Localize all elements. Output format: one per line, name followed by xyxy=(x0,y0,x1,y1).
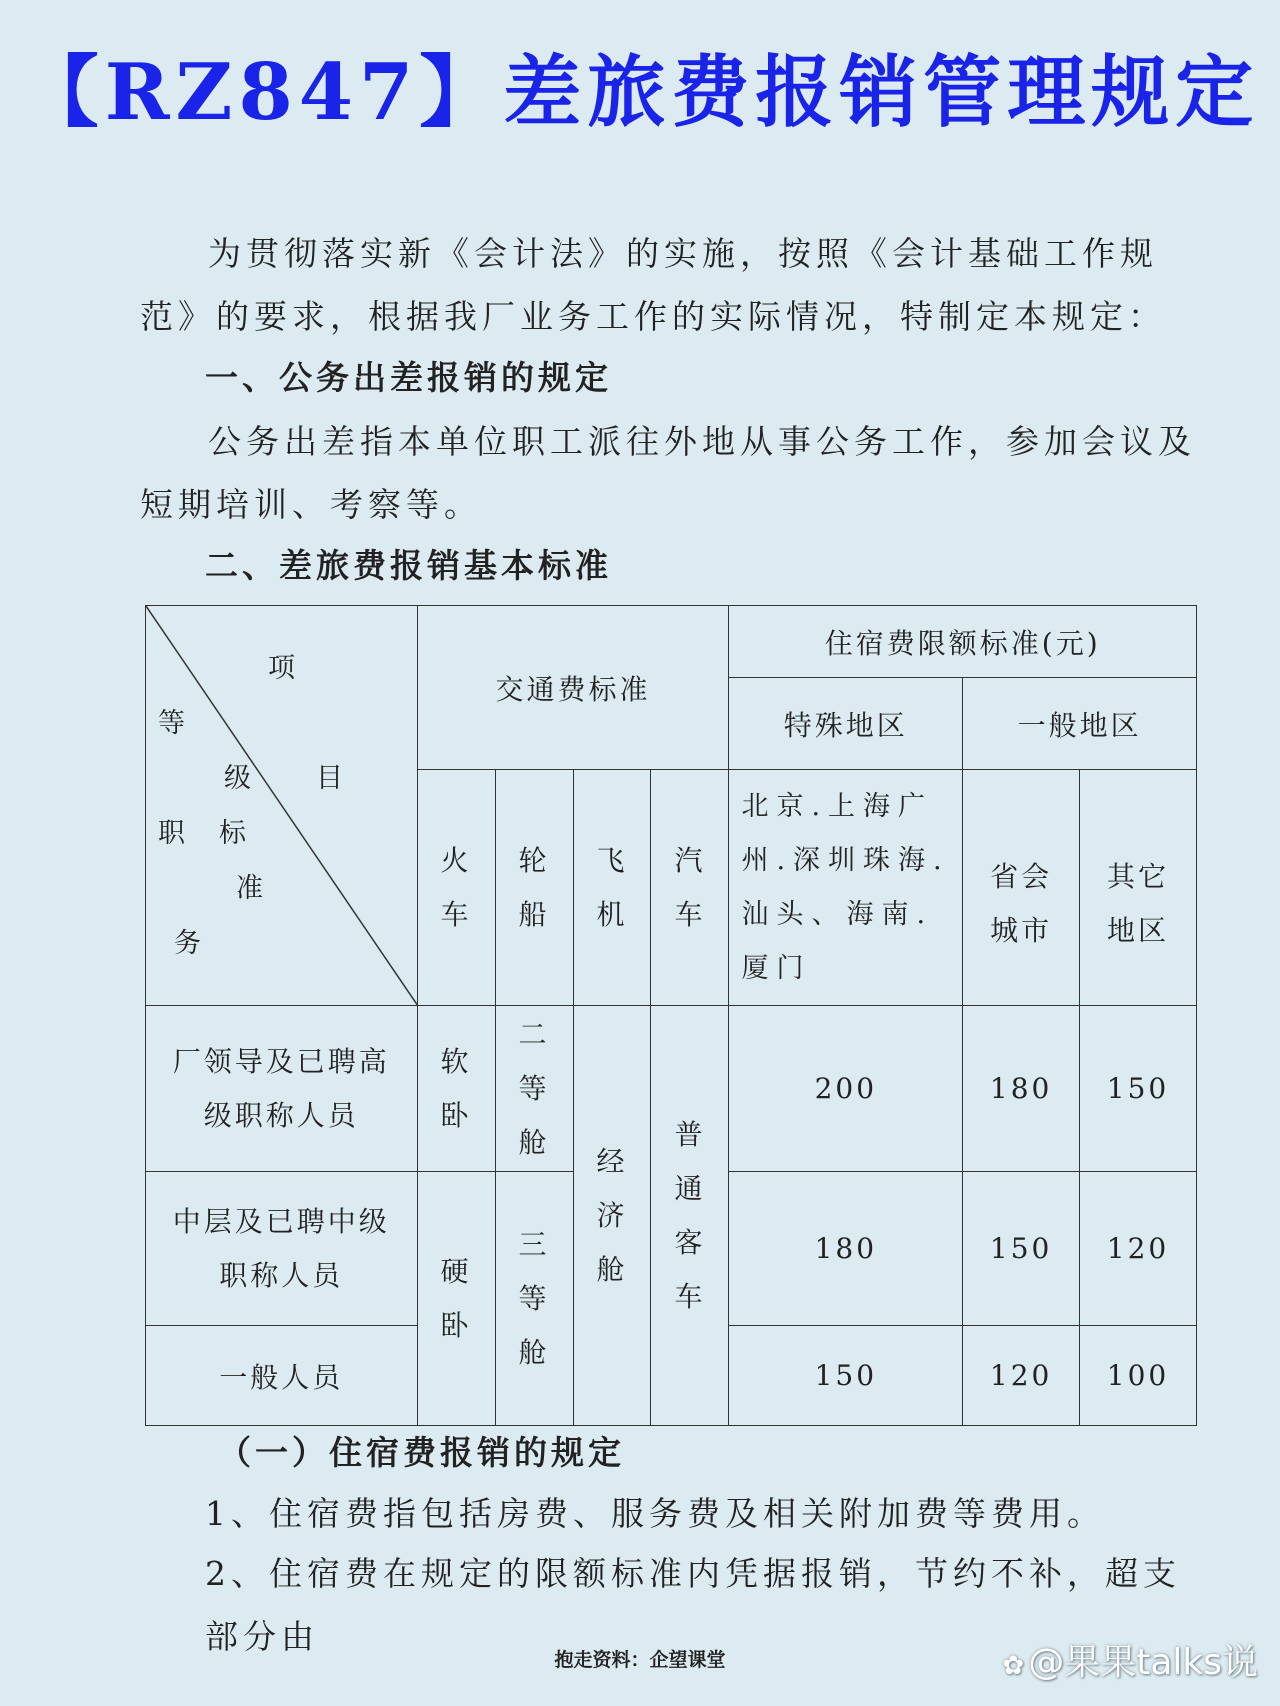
col-plane: 飞机 xyxy=(573,770,651,1006)
special-area-header: 特殊地区 xyxy=(729,678,963,770)
lodging-item-1: 1、住宿费指包括房费、服务费及相关附加费等费用。 xyxy=(205,1494,1105,1533)
transport-header: 交通费标准 xyxy=(417,606,729,770)
lodging-item-2: 2、住宿费在规定的限额标准内凭据报销，节约不补，超支部分由 xyxy=(205,1554,1181,1656)
corner-ji: 级 xyxy=(224,763,254,794)
corner-biao: 标 xyxy=(219,818,249,849)
grade-cell: 中层及已聘中级职称人员 xyxy=(146,1172,418,1326)
watermark xyxy=(1002,1634,1258,1685)
other-rate: 120 xyxy=(1080,1172,1197,1326)
other-rate: 150 xyxy=(1080,1006,1197,1172)
col-train: 火车 xyxy=(417,770,495,1006)
ship-third-class: 三等舱 xyxy=(495,1172,573,1426)
provincial-cities-header: 省会城市 xyxy=(963,804,1080,1006)
section1-text: 公务出差指本单位职工派往外地从事公务工作，参加会议及短期培训、考察等。 xyxy=(140,422,1196,524)
fee-standards-table xyxy=(145,605,1197,1426)
corner-xiang: 项 xyxy=(268,653,298,684)
special-cities: 北京.上海广州.深圳珠海.汕头、海南.厦门 xyxy=(729,770,963,1006)
special-rate: 200 xyxy=(729,1006,963,1172)
col-bus: 汽车 xyxy=(651,770,729,1006)
special-rate: 180 xyxy=(729,1172,963,1326)
provincial-rate: 150 xyxy=(963,1172,1080,1326)
special-rate: 150 xyxy=(729,1326,963,1426)
corner-zhi: 职 xyxy=(158,818,188,849)
diagonal-header-cell xyxy=(146,606,418,1006)
footer-source: 抱走资料：企望课堂 xyxy=(554,1649,726,1671)
plane-economy: 经济舱 xyxy=(573,1006,651,1426)
subsection-heading: （一）住宿费报销的规定 xyxy=(218,1433,625,1472)
document-title: 【RZ847】差旅费报销管理规定 xyxy=(20,47,1260,138)
intro-paragraph: 为贯彻落实新《会计法》的实施，按照《会计基础工作规范》的要求，根据我厂业务工作的实际情况，特制定本规定： xyxy=(140,234,1166,336)
table-row xyxy=(146,1006,1197,1172)
corner-mu: 目 xyxy=(316,763,346,794)
train-soft-sleeper: 软卧 xyxy=(417,1006,495,1172)
col-ship: 轮船 xyxy=(495,770,573,1006)
provincial-rate: 180 xyxy=(963,1006,1080,1172)
watermark-text: @果果talks说 xyxy=(1028,1642,1258,1683)
general-area-header: 一般地区 xyxy=(963,678,1197,770)
other-areas-header: 其它地区 xyxy=(1080,804,1197,1006)
ship-second-class: 二等舱 xyxy=(495,1006,573,1172)
corner-deng: 等 xyxy=(158,708,188,739)
corner-zhun: 准 xyxy=(236,873,266,904)
other-rate: 100 xyxy=(1080,1326,1197,1426)
weibo-logo-icon: ✿ xyxy=(1002,1651,1025,1681)
lodging-header: 住宿费限额标准(元) xyxy=(729,606,1197,678)
grade-cell: 一般人员 xyxy=(146,1326,418,1426)
bus-regular: 普通客车 xyxy=(651,1006,729,1426)
grade-cell: 厂领导及已聘高级职称人员 xyxy=(146,1006,418,1172)
section2-heading: 二、差旅费报销基本标准 xyxy=(205,546,612,585)
section1-heading: 一、公务出差报销的规定 xyxy=(205,358,612,397)
corner-wu: 务 xyxy=(174,928,204,959)
train-hard-sleeper: 硬卧 xyxy=(417,1172,495,1426)
provincial-rate: 120 xyxy=(963,1326,1080,1426)
